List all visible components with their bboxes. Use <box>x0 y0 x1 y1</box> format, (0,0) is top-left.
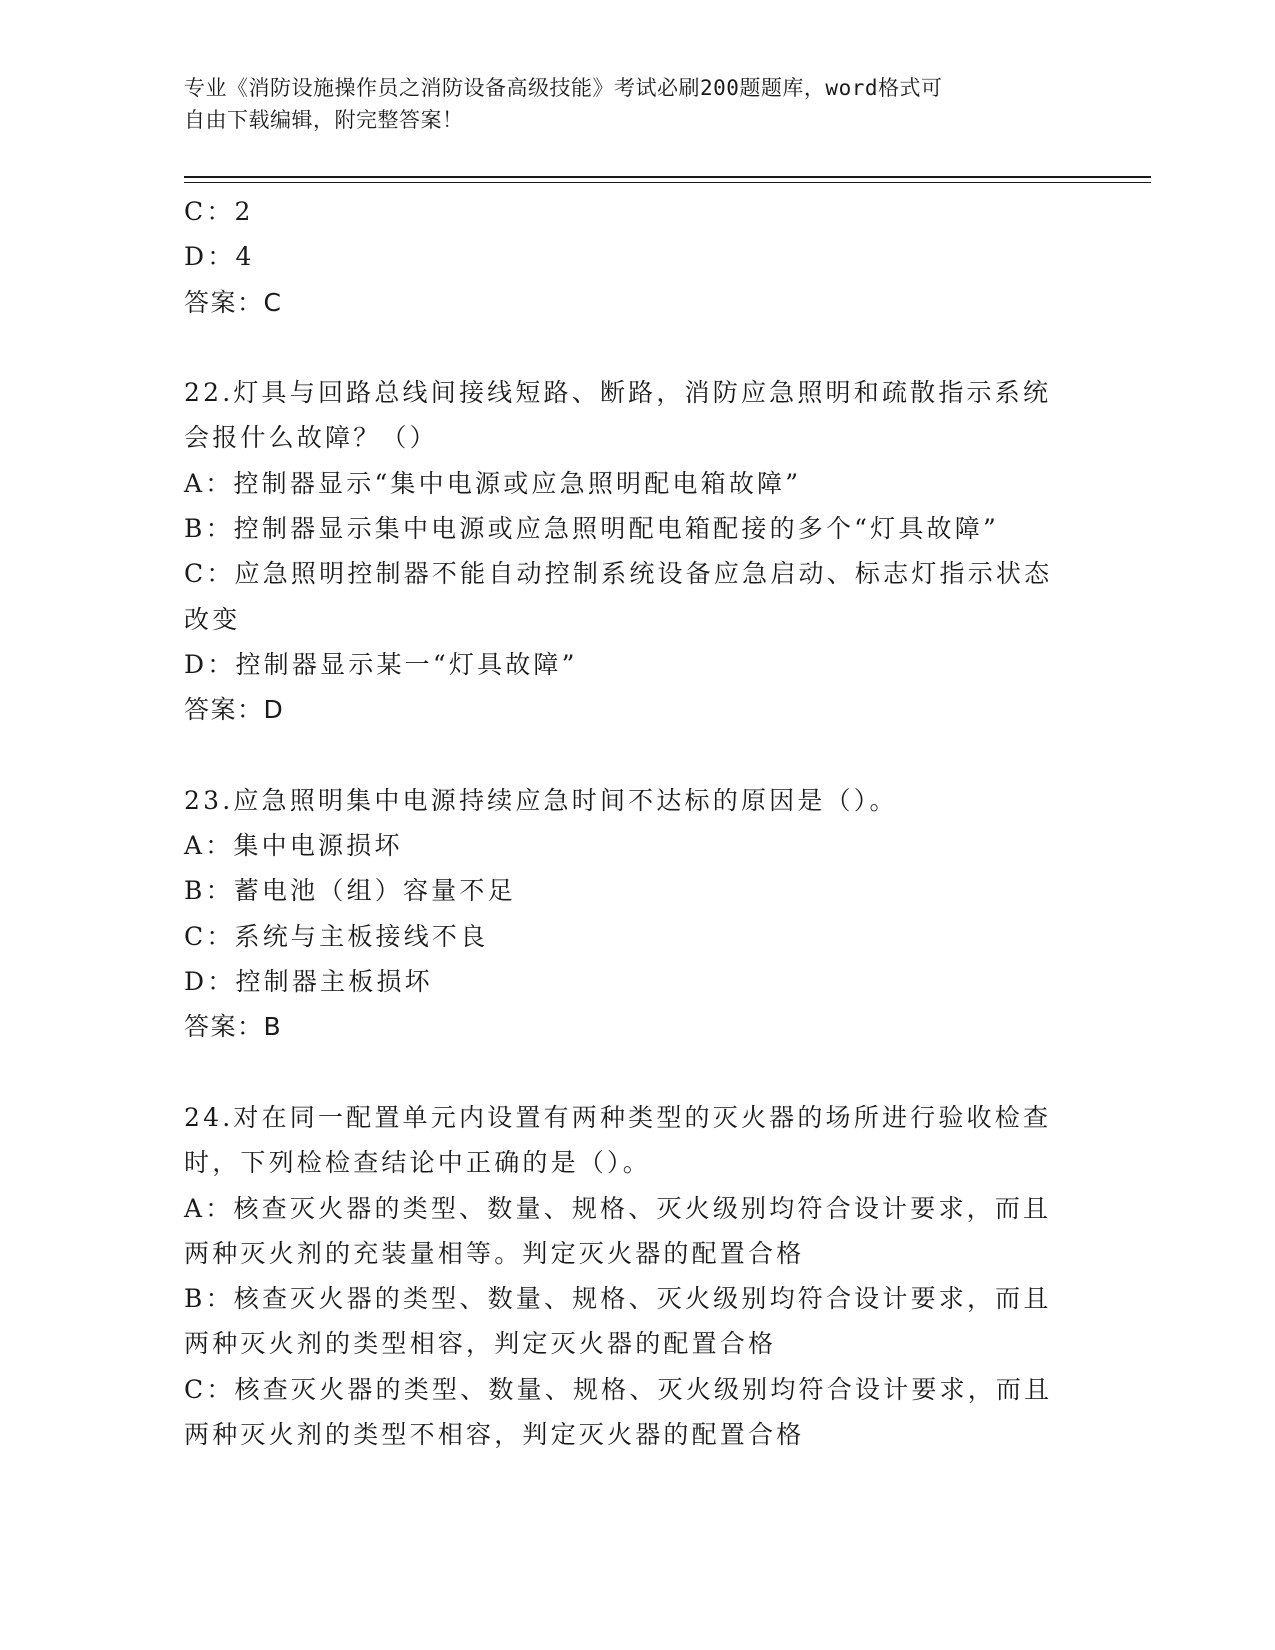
option-a: A：集中电源损坏 <box>184 831 403 861</box>
question-23 <box>184 778 1124 1050</box>
option-a: A：核查灭火器的类型、数量、规格、灭火级别均符合设计要求，而且 <box>184 1193 1052 1223</box>
spacer <box>184 325 1124 370</box>
header-divider-thick <box>184 176 1151 178</box>
option-a: A：控制器显示“集中电源或应急照明配电箱故障” <box>184 468 802 498</box>
option-d: D：控制器显示某一“灯具故障” <box>184 649 578 679</box>
answer-line: 答案：C <box>184 287 283 317</box>
question-24 <box>184 1095 1124 1457</box>
option-a-cont: 两种灭火剂的充装量相等。判定灭火器的配置合格 <box>184 1238 805 1268</box>
question-22 <box>184 370 1124 732</box>
option-c-cont: 两种灭火剂的类型不相容，判定灭火器的配置合格 <box>184 1420 805 1450</box>
option-b: B：控制器显示集中电源或应急照明配电箱配接的多个“灯具故障” <box>184 514 999 544</box>
spacer <box>184 1050 1124 1095</box>
option-c-cont: 改变 <box>184 604 241 634</box>
question-stem-cont: 会报什么故障？（） <box>184 423 438 453</box>
option-c: C：应急照明控制器不能自动控制系统设备应急启动、标志灯指示状态 <box>184 559 1053 589</box>
answer-line: 答案：D <box>184 695 285 725</box>
question-stem-cont: 时，下列检检查结论中正确的是（）。 <box>184 1148 651 1178</box>
question-content <box>184 189 1124 1457</box>
option-b: B：蓄电池（组）容量不足 <box>184 876 516 906</box>
question-stem: 24.对在同一配置单元内设置有两种类型的灭火器的场所进行验收检查 <box>184 1102 1052 1132</box>
question-21-tail <box>184 189 1124 325</box>
option-d: D：控制器主板损坏 <box>184 967 433 997</box>
document-header <box>184 72 1064 136</box>
option-c: C：系统与主板接线不良 <box>184 921 489 951</box>
header-divider-thin <box>184 182 1151 183</box>
option-c: C：核查灭火器的类型、数量、规格、灭火级别均符合设计要求，而且 <box>184 1374 1053 1404</box>
answer-line: 答案：B <box>184 1012 283 1042</box>
question-stem: 23.应急照明集中电源持续应急时间不达标的原因是（）。 <box>184 785 898 815</box>
option-b-cont: 两种灭火剂的类型相容，判定灭火器的配置合格 <box>184 1329 777 1359</box>
header-line-1: 专业《消防设施操作员之消防设备高级技能》考试必刷200题题库，word格式可 <box>184 76 943 100</box>
header-line-2: 自由下载编辑，附完整答案！ <box>184 108 464 132</box>
option-b: B：核查灭火器的类型、数量、规格、灭火级别均符合设计要求，而且 <box>184 1284 1052 1314</box>
option-c: C：2 <box>184 197 254 226</box>
question-stem: 22.灯具与回路总线间接线短路、断路，消防应急照明和疏散指示系统 <box>184 378 1052 408</box>
spacer <box>184 733 1124 778</box>
option-d: D：4 <box>184 242 255 272</box>
